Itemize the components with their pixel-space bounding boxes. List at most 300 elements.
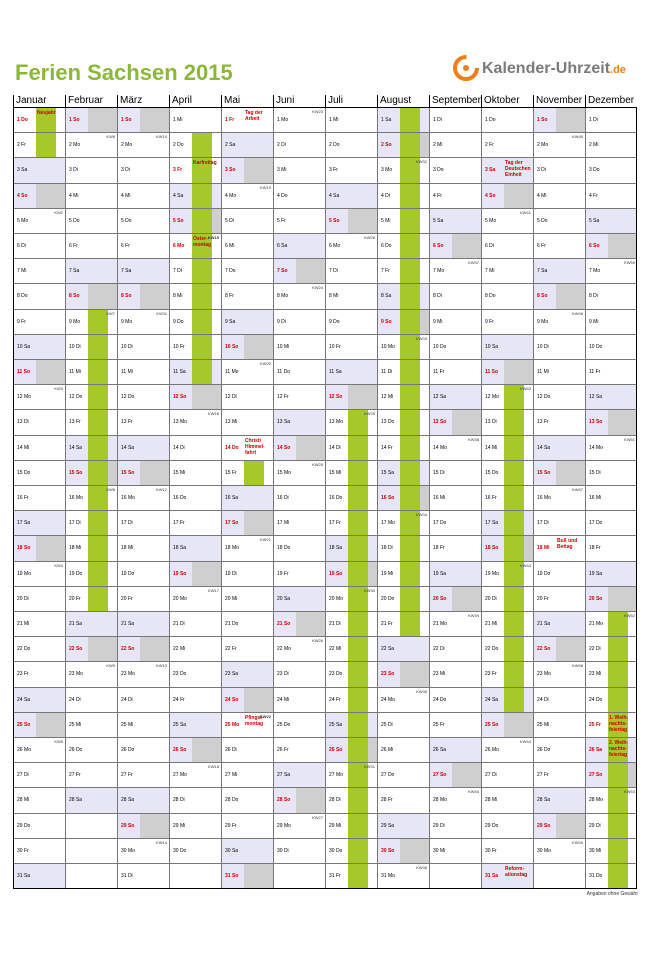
day-label: 3 Sa [17, 167, 28, 174]
day-label: 11 Mi [121, 369, 133, 375]
day-label: 19 Do [69, 570, 83, 577]
day-label: 27 Di [17, 772, 29, 779]
day-label: 2 Do [329, 142, 340, 149]
day-label: 21 Di [329, 621, 341, 627]
day-label: 4 Sa [173, 192, 184, 199]
day-label: 18 Di [381, 545, 393, 552]
day-label: 14 Sa [69, 444, 83, 451]
day-label: 14 Sa [121, 444, 135, 451]
day-label: 29 Fr [225, 822, 237, 829]
day-label: 9 Fr [485, 318, 494, 325]
week-number: KW49 [572, 839, 583, 845]
day-label: 23 Mo [537, 671, 551, 678]
day-label: 2 Mo [69, 142, 81, 149]
day-label: 20 Mi [225, 595, 238, 602]
day-label: 22 Do [485, 646, 499, 653]
day-label: 3 Fr [329, 167, 338, 174]
week-number: KW15 [207, 235, 219, 240]
day-label: 22 Mi [329, 646, 342, 653]
week-number: KW44 [520, 739, 531, 744]
day-label: 11 Fr [589, 369, 601, 375]
day-label: 22 Mi [173, 646, 186, 653]
week-number: KW20 [260, 361, 271, 366]
day-label: 14 Do [225, 444, 239, 451]
day-label: 5 Do [121, 217, 132, 224]
week-number: KW43 [520, 562, 531, 568]
day-label: 31 Do [589, 873, 603, 879]
day-label: 30 Mo [121, 847, 135, 854]
day-label: 6 So [433, 243, 444, 249]
month-header: September [429, 95, 481, 107]
week-number: KW42 [520, 386, 531, 392]
day-label: 30 Sa [225, 847, 239, 854]
week-number: KW26 [312, 638, 323, 644]
day-label: 1 Fr [225, 117, 235, 123]
day-label: 29 Di [589, 822, 601, 829]
day-label: 27 Fr [69, 772, 81, 779]
day-label: 4 Mi [121, 192, 131, 199]
day-label: 28 Sa [69, 797, 83, 804]
week-number: KW22 [259, 713, 271, 719]
day-label: 10 Do [589, 343, 603, 350]
week-number: KW29 [364, 411, 375, 417]
day-label: 30 So [381, 847, 395, 854]
day-label: 14 Mi [17, 444, 30, 451]
day-label: 8 Mi [329, 293, 339, 300]
day-label: 3 Do [589, 167, 600, 174]
day-label: 13 Di [485, 419, 497, 426]
day-label: 24 Fr [329, 696, 341, 703]
day-label: 5 So [173, 217, 184, 224]
day-label: 24 Mi [277, 696, 290, 703]
day-label: 29 So [121, 822, 135, 829]
holiday-label: Tag der Arbeit [245, 110, 263, 122]
week-number: KW23 [312, 109, 323, 114]
day-label: 31 Fr [329, 873, 341, 879]
day-label: 19 Mo [17, 570, 31, 577]
day-label: 10 Di [69, 343, 81, 350]
day-label: 12 Do [121, 394, 135, 401]
day-label: 27 Do [381, 772, 395, 779]
day-label: 5 Di [225, 217, 234, 224]
day-label: 22 Do [17, 646, 31, 653]
day-label: 15 So [121, 469, 135, 476]
day-label: 1 So [69, 117, 80, 123]
day-label: 9 Mo [69, 318, 81, 325]
day-label: 23 Mo [69, 671, 83, 678]
day-label: 25 Di [381, 721, 393, 728]
day-label: 6 Fr [537, 243, 546, 249]
holiday-label: Neujahr [37, 110, 56, 116]
day-label: 24 Di [69, 696, 81, 703]
day-label: 10 Di [537, 343, 549, 350]
day-label: 3 Di [537, 167, 546, 174]
day-label: 24 Sa [485, 696, 499, 703]
day-label: 25 Fr [589, 721, 601, 728]
day-label: 17 Do [433, 520, 447, 527]
day-label: 12 Do [69, 394, 83, 401]
week-number: KW21 [260, 537, 271, 543]
day-label: 6 Sa [277, 243, 288, 249]
day-label: 8 So [121, 293, 132, 300]
day-label: 27 Fr [537, 772, 549, 779]
day-label: 7 Mo [589, 268, 601, 275]
week-number: KW24 [312, 285, 323, 291]
day-label: 15 Sa [381, 469, 395, 476]
day-label: 19 So [329, 570, 343, 577]
day-label: 24 Sa [17, 696, 31, 703]
day-label: 5 Sa [589, 217, 600, 224]
week-number: KW4 [54, 562, 63, 568]
day-label: 27 Sa [277, 772, 291, 779]
day-label: 21 Sa [69, 621, 83, 627]
week-number: KW9 [106, 663, 115, 669]
day-label: 11 Sa [329, 369, 342, 375]
day-label: 6 So [589, 243, 600, 249]
week-number: KW38 [468, 436, 479, 442]
day-label: 24 Di [121, 696, 133, 703]
month-header: Dezember [585, 95, 637, 107]
day-label: 29 Di [433, 822, 445, 829]
day-label: 26 Mo [485, 747, 499, 753]
day-label: 24 Do [433, 696, 447, 703]
day-label: 17 Mi [277, 520, 290, 527]
day-label: 4 So [17, 192, 28, 199]
week-number: KW48 [572, 663, 583, 669]
day-label: 19 Mi [381, 570, 394, 577]
week-number: KW39 [468, 613, 479, 618]
week-number: KW11 [156, 310, 167, 316]
day-label: 18 Mi [537, 545, 550, 552]
day-label: 18 Mi [69, 545, 82, 552]
day-label: 16 Fr [485, 495, 497, 501]
week-number: KW47 [572, 487, 583, 492]
day-label: 4 Di [381, 192, 390, 199]
day-label: 23 So [381, 671, 395, 678]
holiday-label: Pfingst-montag [245, 714, 264, 727]
day-label: 9 Mo [537, 318, 549, 325]
day-label: 11 Mi [69, 369, 81, 375]
day-label: 16 Do [173, 495, 187, 501]
week-number: KW8 [106, 487, 115, 492]
month-header: Juni [273, 95, 325, 107]
day-label: 1 So [121, 117, 132, 123]
day-label: 19 Sa [589, 570, 603, 577]
day-label: 21 Do [225, 621, 239, 627]
day-label: 23 Do [329, 671, 343, 678]
week-number: KW17 [208, 587, 219, 593]
month-header: Mai [221, 95, 273, 107]
day-label: 30 Do [329, 847, 343, 854]
day-label: 16 Fr [17, 495, 29, 501]
day-label: 22 So [537, 646, 551, 653]
day-label: 6 Fr [69, 243, 78, 249]
day-label: 29 Sa [381, 822, 395, 829]
day-label: 13 Fr [537, 419, 549, 426]
day-label: 10 Di [121, 343, 133, 350]
day-label: 7 Sa [121, 268, 132, 275]
day-label: 6 Mi [225, 243, 235, 249]
day-label: 21 Sa [537, 621, 551, 627]
day-label: 8 Mi [173, 293, 183, 300]
day-label: 3 Di [69, 167, 78, 174]
day-label: 30 Fr [485, 847, 497, 854]
week-number: KW50 [624, 260, 635, 266]
day-label: 18 Mo [225, 545, 239, 552]
month-header: Oktober [481, 95, 533, 107]
day-label: 9 Sa [225, 318, 236, 325]
day-label: 4 Fr [433, 192, 442, 199]
day-label: 11 Do [277, 369, 290, 375]
day-label: 27 So [433, 772, 447, 779]
holiday-label: Karfreitag [193, 160, 217, 167]
day-label: 25 Mi [537, 721, 550, 728]
day-label: 10 Do [433, 343, 447, 350]
day-label: 15 Mi [329, 469, 342, 476]
day-label: 1 Do [485, 117, 496, 123]
day-label: 5 So [329, 217, 340, 224]
day-label: 26 So [329, 747, 343, 753]
week-number: KW13 [156, 663, 167, 669]
day-label: 17 Fr [173, 520, 185, 527]
day-label: 10 So [225, 343, 239, 350]
day-label: 22 Sa [381, 646, 395, 653]
day-label: 17 Sa [485, 520, 499, 527]
day-label: 20 Mo [329, 595, 343, 602]
day-label: 9 Do [173, 318, 184, 325]
day-label: 11 So [17, 369, 31, 375]
day-label: 7 So [277, 268, 288, 275]
day-label: 22 Di [433, 646, 445, 653]
day-label: 26 Fr [277, 747, 289, 753]
day-label: 11 Fr [433, 369, 445, 375]
day-label: 19 So [173, 570, 187, 577]
week-number: KW53 [624, 789, 635, 795]
day-label: 23 Mo [121, 671, 135, 678]
holiday-label: Buß und Bettag [557, 538, 578, 551]
day-label: 22 Mo [277, 646, 291, 653]
day-label: 26 Sa [589, 747, 603, 753]
month-header: Januar [13, 95, 65, 107]
day-label: 9 Mi [589, 318, 599, 325]
day-label: 20 Fr [537, 595, 549, 602]
day-label: 12 So [329, 394, 343, 401]
day-label: 1 Mi [329, 117, 339, 123]
day-label: 1 So [537, 117, 548, 123]
day-label: 7 Sa [69, 268, 80, 275]
day-label: 4 Fr [589, 192, 598, 199]
day-label: 3 Di [121, 167, 130, 174]
day-label: 6 Mo [173, 243, 185, 249]
day-label: 17 Di [69, 520, 81, 527]
day-label: 9 Do [329, 318, 340, 325]
day-label: 7 Di [173, 268, 182, 275]
day-label: 20 Di [485, 595, 497, 602]
day-label: 18 Fr [589, 545, 601, 552]
day-label: 28 Mi [485, 797, 498, 804]
day-label: 26 Do [121, 747, 135, 753]
day-label: 19 Di [225, 570, 237, 577]
week-number: KW28 [364, 235, 375, 240]
day-label: 25 Mo [225, 721, 240, 728]
site-logo[interactable] [452, 52, 652, 86]
day-label: 15 So [537, 469, 551, 476]
day-label: 24 Di [537, 696, 549, 703]
month-header: November [533, 95, 585, 107]
day-label: 16 Sa [225, 495, 239, 501]
day-label: 25 Mi [69, 721, 82, 728]
day-label: 20 So [589, 595, 603, 602]
day-label: 30 Fr [17, 847, 29, 854]
day-label: 11 Mo [225, 369, 239, 375]
week-number: KW12 [156, 487, 167, 492]
day-label: 2 Sa [225, 142, 236, 149]
day-label: 7 Mo [433, 268, 445, 275]
day-label: 11 Sa [173, 369, 186, 375]
day-label: 5 Mo [17, 217, 29, 224]
day-label: 5 Mi [381, 217, 391, 224]
day-label: 17 Di [121, 520, 133, 527]
day-label: 17 Do [589, 520, 603, 527]
day-label: 24 Fr [173, 696, 185, 703]
day-label: 14 Sa [537, 444, 551, 451]
day-label: 3 Sa [485, 167, 496, 174]
day-label: 29 Mi [329, 822, 342, 829]
week-number: KW40 [468, 789, 479, 795]
day-label: 7 Mi [17, 268, 27, 275]
day-label: 15 Di [589, 469, 601, 476]
week-number: KW19 [260, 184, 271, 190]
day-label: 23 Mi [589, 671, 602, 678]
week-number: KW25 [312, 461, 323, 467]
day-label: 8 Fr [225, 293, 234, 300]
day-label: 7 Sa [537, 268, 548, 275]
day-label: 31 Di [121, 873, 133, 879]
day-label: 2 So [381, 142, 392, 149]
day-label: 14 Mi [485, 444, 498, 451]
day-label: 26 So [173, 747, 187, 753]
day-label: 8 Di [433, 293, 442, 300]
week-number: KW27 [312, 814, 323, 820]
day-label: 6 Fr [121, 243, 130, 249]
day-label: 4 Mi [537, 192, 547, 199]
week-number: KW16 [208, 411, 219, 417]
week-number: KW52 [624, 613, 635, 618]
day-label: 27 Fr [121, 772, 133, 779]
day-label: 18 Sa [329, 545, 343, 552]
day-label: 26 Mo [17, 747, 31, 753]
day-label: 19 Do [121, 570, 135, 577]
day-label: 27 Di [485, 772, 497, 779]
day-label: 15 Do [17, 469, 31, 476]
day-label: 20 So [433, 595, 447, 602]
grid-border [13, 107, 637, 889]
week-number: KW3 [54, 386, 63, 392]
day-label: 21 Sa [121, 621, 135, 627]
day-label: 7 Fr [381, 268, 390, 275]
day-label: 2 Fr [17, 142, 26, 149]
day-label: 16 Di [277, 495, 289, 501]
day-label: 13 Mi [225, 419, 238, 426]
day-label: 31 Sa [485, 873, 499, 879]
day-label: 12 Mi [381, 394, 394, 401]
day-label: 13 So [433, 419, 447, 426]
month-header: Juli [325, 95, 377, 107]
day-label: 21 Mo [433, 621, 447, 627]
day-label: 8 Mo [277, 293, 289, 300]
day-label: 28 Fr [381, 797, 393, 804]
day-label: 28 Sa [121, 797, 135, 804]
day-label: 1 Sa [381, 117, 392, 123]
week-number: KW46 [572, 310, 583, 316]
day-label: 20 Di [17, 595, 29, 602]
day-label: 8 Do [485, 293, 496, 300]
week-number: KW14 [156, 839, 167, 845]
day-label: 5 Fr [277, 217, 286, 224]
day-label: 14 Di [329, 444, 341, 451]
day-label: 13 Di [17, 419, 29, 426]
day-label: 1 Di [589, 117, 598, 123]
day-label: 13 Sa [277, 419, 291, 426]
day-label: 21 So [277, 621, 291, 627]
day-label: 4 Do [277, 192, 288, 199]
holiday-label: 2. Weih-nachts-feiertag [609, 740, 629, 758]
day-label: 27 Mi [225, 772, 238, 779]
day-label: 13 So [589, 419, 603, 426]
day-label: 13 Fr [69, 419, 81, 426]
holiday-label: Reform-ationstag [505, 866, 528, 878]
day-label: 14 Mo [589, 444, 603, 451]
day-label: 3 Do [433, 167, 444, 174]
day-label: 11 Di [381, 369, 393, 375]
day-label: 16 Mi [433, 495, 446, 501]
day-label: 2 Mo [121, 142, 133, 149]
day-label: 6 Di [17, 243, 26, 249]
month-header: August [377, 95, 429, 107]
day-label: 21 Mi [485, 621, 498, 627]
day-label: 11 Mi [537, 369, 549, 375]
day-label: 1 Do [17, 117, 28, 123]
day-label: 9 Mi [433, 318, 443, 325]
day-label: 15 Mo [277, 469, 291, 476]
day-label: 31 Sa [17, 873, 31, 879]
day-label: 26 Mi [381, 747, 394, 753]
day-label: 28 Di [173, 797, 185, 804]
day-label: 9 Di [277, 318, 286, 325]
day-label: 4 Mo [225, 192, 237, 199]
day-label: 27 Mo [173, 772, 187, 779]
holiday-label: 1. Weih-nachts-feiertag [609, 714, 629, 733]
disclaimer: Angaben ohne Gewähr [586, 891, 638, 897]
day-label: 2 Di [277, 142, 286, 149]
week-number: KW32 [416, 159, 427, 165]
day-label: 2 Mi [589, 142, 599, 149]
day-label: 23 Sa [225, 671, 239, 678]
clock-logo-icon [452, 54, 480, 82]
day-label: 20 Do [381, 595, 395, 602]
day-label: 5 Do [537, 217, 548, 224]
day-label: 12 Sa [589, 394, 603, 401]
day-label: 23 Mi [433, 671, 446, 678]
day-label: 24 So [225, 696, 239, 703]
day-label: 16 Mi [589, 495, 602, 501]
day-label: 12 Mo [485, 394, 499, 401]
week-number: KW35 [416, 688, 427, 694]
day-label: 21 Di [173, 621, 185, 627]
day-label: 11 So [485, 369, 499, 375]
day-label: 19 Do [537, 570, 551, 577]
day-label: 13 Mo [173, 419, 187, 426]
